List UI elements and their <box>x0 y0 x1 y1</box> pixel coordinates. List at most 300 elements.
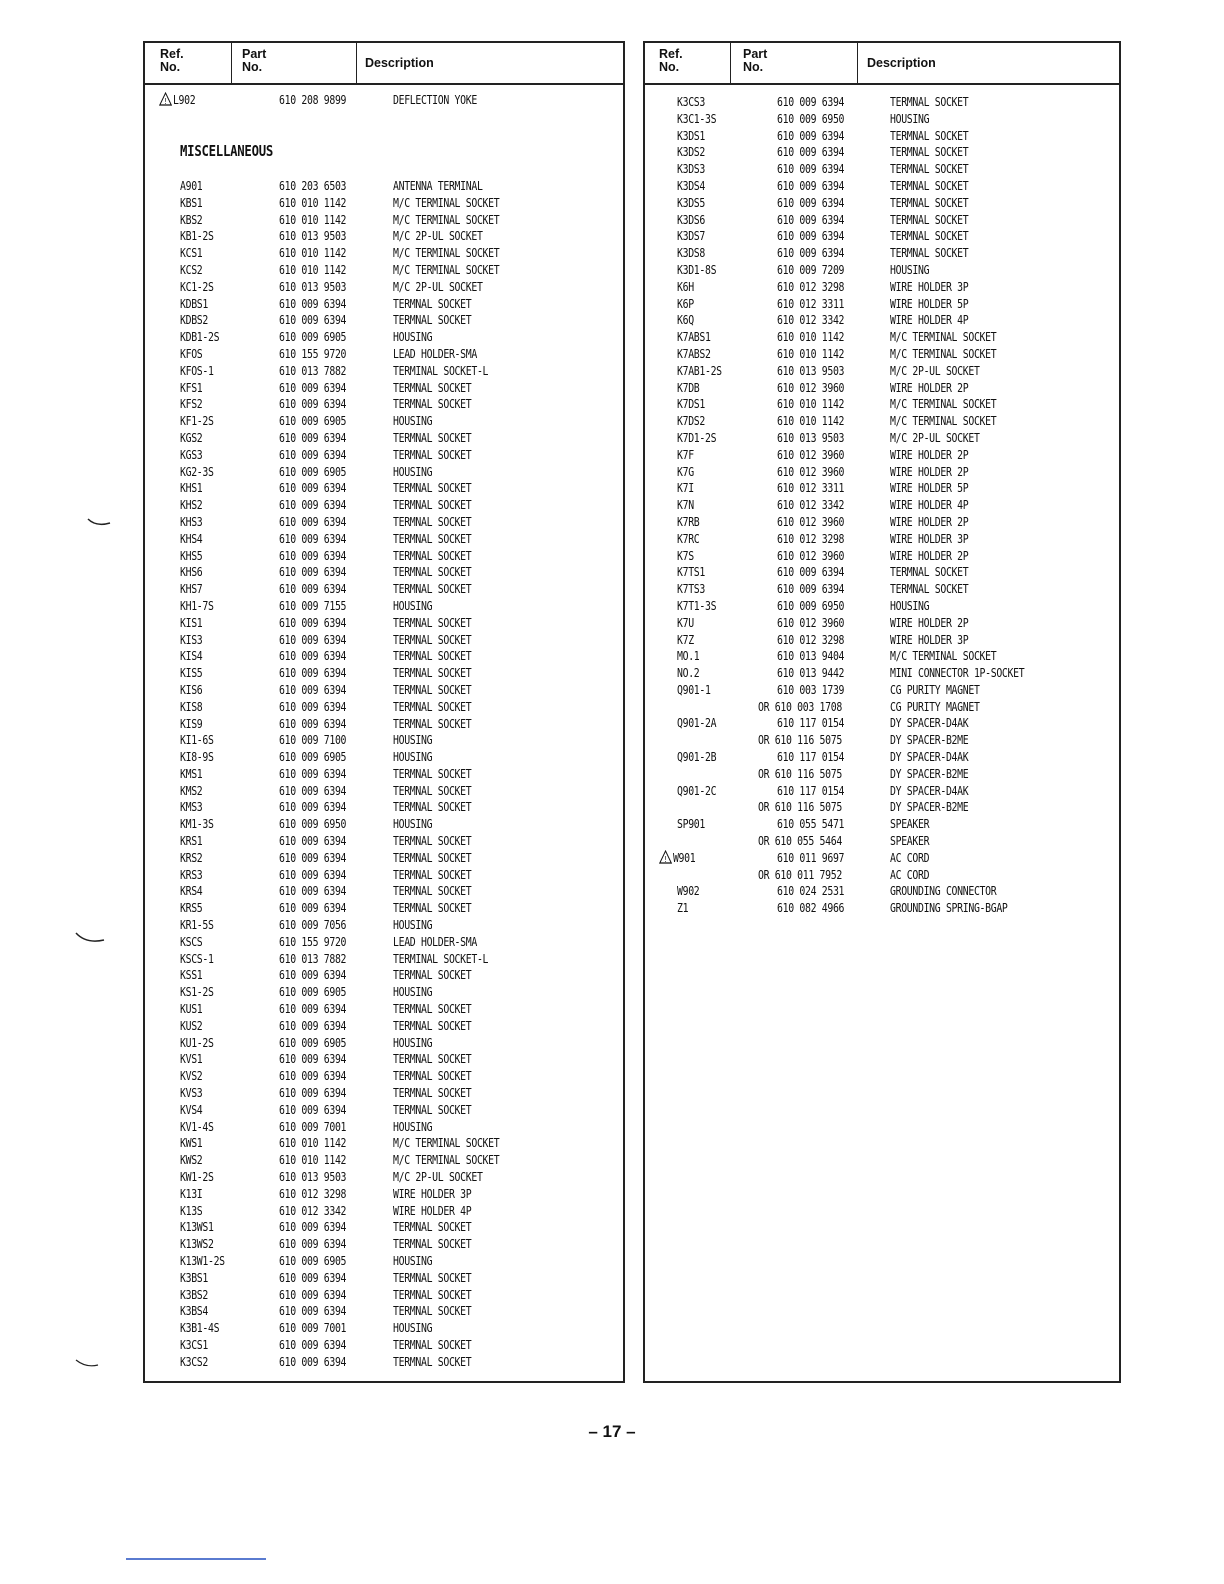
table-row <box>145 346 623 363</box>
part-cell: 610 012 3342 <box>777 313 845 328</box>
header-description: Description <box>365 56 434 70</box>
part-cell: 610 012 3960 <box>777 615 845 630</box>
table-row <box>145 279 623 296</box>
svg-text:!: ! <box>664 854 667 864</box>
header-part-label: Part <box>743 47 768 61</box>
part-cell: 610 011 9697 <box>777 850 845 865</box>
ref-cell: Q901-2C <box>677 783 717 798</box>
table-row <box>145 1236 623 1253</box>
table-row <box>145 749 623 766</box>
ref-cell: K13WS2 <box>180 1237 214 1252</box>
desc-cell: TERMNAL SOCKET <box>890 95 969 109</box>
desc-cell: GROUNDING SPRING-BGAP <box>890 901 1008 916</box>
table-row <box>645 245 1119 262</box>
part-cell: 610 009 6394 <box>777 229 845 244</box>
ref-cell: KSCS-1 <box>180 951 214 966</box>
desc-cell: TERMINAL SOCKET-L <box>393 363 489 378</box>
table-row <box>645 380 1119 397</box>
ref-cell: KM1-3S <box>180 817 214 832</box>
desc-cell: HOUSING <box>890 262 930 277</box>
table-row <box>645 615 1119 632</box>
table-row <box>645 279 1119 296</box>
ref-cell: KSS1 <box>180 968 203 983</box>
ref-text: W901 <box>672 850 696 865</box>
part-cell: 610 009 7001 <box>279 1119 347 1134</box>
desc-cell: TERMNAL SOCKET <box>393 514 472 529</box>
ref-cell: KIS8 <box>180 699 203 714</box>
desc-cell: HOUSING <box>393 330 433 345</box>
ref-cell: KHS2 <box>180 498 203 513</box>
desc-cell: TERMNAL SOCKET <box>393 1220 472 1235</box>
part-cell: OR 610 116 5075 <box>758 733 842 748</box>
header-no-label: No. <box>743 60 764 74</box>
table-row <box>145 178 623 195</box>
ref-cell: KG2-3S <box>180 464 214 479</box>
ref-cell: K13S <box>180 1203 203 1218</box>
ref-cell: KRS1 <box>180 834 203 849</box>
desc-cell: WIRE HOLDER 3P <box>890 632 969 647</box>
desc-cell: TERMNAL SOCKET <box>393 800 472 815</box>
warning-triangle-icon <box>159 92 172 106</box>
desc-cell: LEAD HOLDER-SMA <box>393 934 477 949</box>
ref-cell: K3DS7 <box>677 229 705 244</box>
parts-table-left <box>143 41 625 1383</box>
table-header <box>145 43 623 85</box>
ref-cell: K7G <box>677 464 694 479</box>
part-cell: 610 009 6905 <box>279 330 347 345</box>
ref-cell: KIS1 <box>180 615 203 630</box>
table-row <box>645 867 1119 884</box>
part-cell: 610 013 9503 <box>279 1170 347 1185</box>
ref-cell: KUS1 <box>180 1002 203 1017</box>
ref-cell: KH1-7S <box>180 598 214 613</box>
part-cell: 610 009 7001 <box>279 1321 347 1336</box>
part-cell: 610 009 6394 <box>279 867 347 882</box>
ref-cell: K6Q <box>677 313 694 328</box>
ref-cell: KU1-2S <box>180 1035 214 1050</box>
desc-cell: TERMNAL SOCKET <box>890 565 969 580</box>
desc-cell: M/C 2P-UL SOCKET <box>890 430 980 445</box>
table-row <box>145 464 623 481</box>
desc-cell: AC CORD <box>890 867 930 882</box>
ref-cell: KVS2 <box>180 1069 203 1084</box>
desc-cell: TERMNAL SOCKET <box>393 565 472 580</box>
part-cell: 610 010 1142 <box>279 1153 347 1168</box>
desc-cell: DY SPACER-D4AK <box>890 716 969 731</box>
desc-cell: WIRE HOLDER 2P <box>890 548 969 563</box>
desc-cell: TERMNAL SOCKET <box>393 766 472 781</box>
page-number: – 17 – <box>588 1422 636 1441</box>
ref-cell: K7T1-3S <box>677 598 717 613</box>
desc-cell: WIRE HOLDER 2P <box>890 464 969 479</box>
ref-cell: K3DS3 <box>677 162 705 177</box>
part-cell: 610 009 6394 <box>279 1018 347 1033</box>
table-row <box>645 715 1119 732</box>
part-cell: 610 009 6394 <box>279 716 347 731</box>
desc-cell: WIRE HOLDER 2P <box>890 615 969 630</box>
desc-cell: M/C TERMINAL SOCKET <box>393 262 500 277</box>
ref-cell: KS1-2S <box>180 985 214 1000</box>
desc-cell: WIRE HOLDER 2P <box>890 514 969 529</box>
part-cell: 610 009 6394 <box>279 766 347 781</box>
table-row <box>145 732 623 749</box>
desc-cell: M/C 2P-UL SOCKET <box>393 1170 483 1185</box>
table-row <box>645 195 1119 212</box>
table-row <box>145 245 623 262</box>
table-row <box>645 396 1119 413</box>
table-row <box>645 178 1119 195</box>
part-cell: 610 009 6394 <box>279 649 347 664</box>
desc-cell: HOUSING <box>393 750 433 765</box>
part-cell: 610 009 6950 <box>777 111 845 126</box>
table-row <box>645 262 1119 279</box>
table-row <box>145 833 623 850</box>
table-row <box>145 1203 623 1220</box>
svg-text:!: ! <box>164 96 167 106</box>
table-row <box>145 1219 623 1236</box>
ref-cell: K6P <box>677 296 694 311</box>
desc-cell: TERMNAL SOCKET <box>393 1052 472 1067</box>
desc-cell: M/C TERMINAL SOCKET <box>393 246 500 261</box>
table-row <box>645 732 1119 749</box>
ref-cell: K7D1-2S <box>677 430 717 445</box>
table-row <box>645 329 1119 346</box>
ref-cell: K3CS1 <box>180 1337 208 1352</box>
part-cell: 610 012 3960 <box>777 548 845 563</box>
desc-cell: DY SPACER-D4AK <box>890 783 969 798</box>
table-row <box>145 716 623 733</box>
ref-cell: KV1-4S <box>180 1119 214 1134</box>
ref-cell: K3DS1 <box>677 128 705 143</box>
table-row <box>145 883 623 900</box>
part-cell: 610 009 6394 <box>279 1304 347 1319</box>
ref-cell: KC1-2S <box>180 279 214 294</box>
part-cell: 610 009 6394 <box>279 783 347 798</box>
part-cell: 610 009 6905 <box>279 1254 347 1268</box>
desc-cell: M/C TERMINAL SOCKET <box>393 212 500 227</box>
desc-cell: WIRE HOLDER 2P <box>890 447 969 462</box>
desc-cell: CG PURITY MAGNET <box>890 699 980 714</box>
part-cell: 610 010 1142 <box>777 346 845 361</box>
part-cell: 610 009 6394 <box>777 128 845 143</box>
desc-cell: TERMNAL SOCKET <box>393 1304 472 1319</box>
ref-cell: K7I <box>677 481 694 496</box>
ref-cell: K7AB1-2S <box>677 363 722 378</box>
desc-cell: HOUSING <box>393 1321 433 1336</box>
table-row <box>145 816 623 833</box>
ref-cell <box>159 92 195 109</box>
ref-cell: K3D1-8S <box>677 262 717 277</box>
part-cell: 610 009 6394 <box>279 296 347 311</box>
desc-cell: TERMNAL SOCKET <box>393 901 472 916</box>
desc-cell: LEAD HOLDER-SMA <box>393 346 477 361</box>
table-row <box>145 262 623 279</box>
desc-cell: TERMNAL SOCKET <box>393 884 472 899</box>
ref-cell: K13W1-2S <box>180 1254 225 1268</box>
table-row <box>645 514 1119 531</box>
table-row <box>145 564 623 581</box>
table-row <box>145 430 623 447</box>
table-row <box>145 1152 623 1169</box>
table-row <box>645 564 1119 581</box>
desc-cell: TERMNAL SOCKET <box>393 296 472 311</box>
desc-cell: WIRE HOLDER 5P <box>890 296 969 311</box>
ref-cell: K7S <box>677 548 694 563</box>
ref-cell: SP901 <box>677 817 705 832</box>
table-row <box>145 514 623 531</box>
table-row <box>145 195 623 212</box>
table-row <box>145 967 623 984</box>
desc-cell: HOUSING <box>393 733 433 748</box>
ref-cell: K7ABS1 <box>677 330 711 345</box>
desc-cell: SPEAKER <box>890 817 930 832</box>
table-row <box>145 329 623 346</box>
ref-cell: K3DS5 <box>677 195 705 210</box>
table-row <box>145 1001 623 1018</box>
table-row <box>645 430 1119 447</box>
part-cell: 610 009 6394 <box>279 615 347 630</box>
table-row <box>145 1186 623 1203</box>
part-cell: 610 009 6394 <box>279 548 347 563</box>
desc-cell: HOUSING <box>890 111 930 126</box>
table-row <box>145 1169 623 1186</box>
table-row <box>145 228 623 245</box>
desc-cell: AC CORD <box>890 850 930 865</box>
section-title: MISCELLANEOUS <box>180 142 274 160</box>
ref-cell: KWS2 <box>180 1153 203 1168</box>
part-cell: 610 009 6950 <box>279 817 347 832</box>
ref-cell: K3C1-3S <box>677 111 717 126</box>
part-cell: 610 009 6394 <box>279 531 347 546</box>
ref-cell: K3BS2 <box>180 1287 208 1302</box>
desc-cell: HOUSING <box>393 598 433 613</box>
desc-cell: TERMNAL SOCKET <box>393 1354 472 1369</box>
ref-cell: KIS6 <box>180 682 203 697</box>
ref-cell: K3B1-4S <box>180 1321 220 1336</box>
ref-cell: KWS1 <box>180 1136 203 1151</box>
table-row <box>645 413 1119 430</box>
part-cell: 610 009 6394 <box>279 1270 347 1285</box>
ref-cell: KHS6 <box>180 565 203 580</box>
ref-cell: KHS7 <box>180 582 203 597</box>
ref-cell: K7RB <box>677 514 700 529</box>
ref-cell: KFOS <box>180 346 203 361</box>
desc-cell: GROUNDING CONNECTOR <box>890 884 997 899</box>
ref-cell: Q901-1 <box>677 682 711 697</box>
header-part-no <box>731 43 858 83</box>
table-row <box>645 363 1119 380</box>
ref-cell: KMS2 <box>180 783 203 798</box>
part-cell: 610 009 6394 <box>279 666 347 681</box>
table-row <box>145 783 623 800</box>
table-row <box>145 548 623 565</box>
table-row <box>145 665 623 682</box>
desc-cell: TERMNAL SOCKET <box>393 716 472 731</box>
desc-cell: WIRE HOLDER 3P <box>890 279 969 294</box>
table-row <box>145 296 623 313</box>
part-cell: 610 009 6394 <box>279 850 347 865</box>
table-row <box>645 883 1119 900</box>
part-cell: 610 009 6394 <box>279 1052 347 1067</box>
table-row <box>145 598 623 615</box>
part-cell: 610 010 1142 <box>777 414 845 429</box>
part-cell: 610 009 6394 <box>279 834 347 849</box>
desc-cell: ANTENNA TERMINAL <box>393 179 483 193</box>
part-cell: 610 009 6394 <box>279 632 347 647</box>
ref-cell: NO.2 <box>677 666 700 681</box>
desc-cell: TERMNAL SOCKET <box>890 582 969 597</box>
ref-cell: KDB1-2S <box>180 330 220 345</box>
part-cell: 610 009 6394 <box>777 162 845 177</box>
table-body <box>145 85 623 1381</box>
ref-cell: KRS5 <box>180 901 203 916</box>
ref-cell: K7ABS2 <box>677 346 711 361</box>
part-cell: 610 208 9899 <box>279 93 347 107</box>
part-cell: 610 012 3298 <box>777 531 845 546</box>
ref-cell: KR1-5S <box>180 918 214 933</box>
ref-cell: Q901-2A <box>677 716 717 731</box>
part-cell: 610 009 6394 <box>279 1287 347 1302</box>
ref-cell: KFOS-1 <box>180 363 214 378</box>
ref-cell: KBS2 <box>180 212 203 227</box>
table-row <box>145 1253 623 1270</box>
ref-cell: MO.1 <box>677 649 700 664</box>
ref-cell: K13WS1 <box>180 1220 214 1235</box>
desc-cell: CG PURITY MAGNET <box>890 682 980 697</box>
desc-cell: TERMNAL SOCKET <box>393 632 472 647</box>
desc-cell: TERMNAL SOCKET <box>393 1086 472 1101</box>
part-cell: 610 009 6394 <box>279 514 347 529</box>
ref-cell: K3CS3 <box>677 95 705 109</box>
part-cell: 610 010 1142 <box>279 1136 347 1151</box>
desc-cell: HOUSING <box>393 985 433 1000</box>
part-cell: 610 117 0154 <box>777 750 845 765</box>
ref-cell: K3BS4 <box>180 1304 208 1319</box>
header-no-label: No. <box>242 60 263 74</box>
desc-cell: WIRE HOLDER 3P <box>393 1186 472 1201</box>
desc-cell: TERMNAL SOCKET <box>393 1018 472 1033</box>
header-part-label: Part <box>242 47 267 61</box>
desc-cell: WIRE HOLDER 4P <box>890 498 969 513</box>
desc-cell: TERMNAL SOCKET <box>393 1287 472 1302</box>
ref-cell: K13I <box>180 1186 203 1201</box>
parts-table-right <box>643 41 1121 1383</box>
part-cell: OR 610 011 7952 <box>758 867 842 882</box>
desc-cell: HOUSING <box>393 1119 433 1134</box>
desc-cell: TERMNAL SOCKET <box>393 850 472 865</box>
part-cell: 610 009 6394 <box>279 498 347 513</box>
ref-text: L902 <box>172 93 196 107</box>
ref-cell: K3DS6 <box>677 212 705 227</box>
desc-cell: M/C TERMINAL SOCKET <box>393 195 500 210</box>
table-row <box>145 447 623 464</box>
ref-cell: KMS3 <box>180 800 203 815</box>
ref-cell: W902 <box>677 884 700 899</box>
ref-cell: KDBS2 <box>180 313 208 328</box>
table-row <box>645 312 1119 329</box>
part-cell: 610 012 3311 <box>777 296 845 311</box>
ref-cell: KHS4 <box>180 531 203 546</box>
part-cell: 610 010 1142 <box>777 330 845 345</box>
table-row <box>645 480 1119 497</box>
table-row <box>145 648 623 665</box>
table-row <box>645 816 1119 833</box>
ref-cell: K7DS1 <box>677 397 705 412</box>
table-row <box>145 632 623 649</box>
ref-cell: K7Z <box>677 632 694 647</box>
ref-cell: K3DS4 <box>677 178 705 193</box>
part-cell: 610 013 7882 <box>279 951 347 966</box>
ref-cell: K7U <box>677 615 694 630</box>
table-row <box>145 1270 623 1287</box>
desc-cell: WIRE HOLDER 4P <box>393 1203 472 1218</box>
ref-cell: KW1-2S <box>180 1170 214 1185</box>
ref-cell: KRS4 <box>180 884 203 899</box>
left-rows <box>145 178 623 1371</box>
desc-cell: HOUSING <box>890 598 930 613</box>
table-row <box>145 1068 623 1085</box>
table-row <box>645 632 1119 649</box>
part-cell: 610 012 3960 <box>777 447 845 462</box>
right-rows <box>645 94 1119 917</box>
desc-cell: HOUSING <box>393 1035 433 1050</box>
ref-cell: A901 <box>180 179 203 193</box>
desc-cell: M/C TERMINAL SOCKET <box>890 414 997 429</box>
ref-cell: KHS5 <box>180 548 203 563</box>
part-cell: 610 012 3960 <box>777 380 845 395</box>
header-ref-no <box>145 43 232 83</box>
table-row <box>645 548 1119 565</box>
table-row <box>645 749 1119 766</box>
desc-cell: WIRE HOLDER 3P <box>890 531 969 546</box>
ref-cell: K7RC <box>677 531 700 546</box>
part-cell: 610 012 3311 <box>777 481 845 496</box>
desc-cell: M/C TERMINAL SOCKET <box>890 649 997 664</box>
part-cell: 610 009 6905 <box>279 750 347 765</box>
part-cell: 610 009 6394 <box>777 582 845 597</box>
part-cell: 610 009 7209 <box>777 262 845 277</box>
scan-mark <box>126 1558 266 1560</box>
part-cell: 610 010 1142 <box>279 246 347 261</box>
part-cell: 610 013 9503 <box>279 229 347 244</box>
ref-cell: KF1-2S <box>180 414 214 429</box>
ref-cell: K3BS1 <box>180 1270 208 1285</box>
desc-cell: M/C 2P-UL SOCKET <box>393 229 483 244</box>
table-row <box>145 1119 623 1136</box>
part-cell: 610 009 6394 <box>279 968 347 983</box>
ref-cell: KI1-6S <box>180 733 214 748</box>
part-cell: 610 009 6394 <box>777 95 845 109</box>
table-row <box>145 1135 623 1152</box>
ref-cell: KHS3 <box>180 514 203 529</box>
part-cell: OR 610 055 5464 <box>758 834 842 849</box>
desc-cell: TERMNAL SOCKET <box>393 1270 472 1285</box>
desc-cell: TERMNAL SOCKET <box>393 699 472 714</box>
part-cell: 610 009 6394 <box>279 1086 347 1101</box>
ref-cell: K6H <box>677 279 694 294</box>
desc-cell: DY SPACER-D4AK <box>890 750 969 765</box>
desc-cell: TERMNAL SOCKET <box>890 162 969 177</box>
part-cell: 610 009 6950 <box>777 598 845 613</box>
table-row <box>145 212 623 229</box>
desc-cell: TERMNAL SOCKET <box>393 968 472 983</box>
table-row <box>145 531 623 548</box>
part-cell: 610 009 6394 <box>279 397 347 412</box>
table-row <box>145 581 623 598</box>
ref-cell: K7DB <box>677 380 700 395</box>
desc-cell: M/C TERMINAL SOCKET <box>890 346 997 361</box>
desc-cell: WIRE HOLDER 5P <box>890 481 969 496</box>
